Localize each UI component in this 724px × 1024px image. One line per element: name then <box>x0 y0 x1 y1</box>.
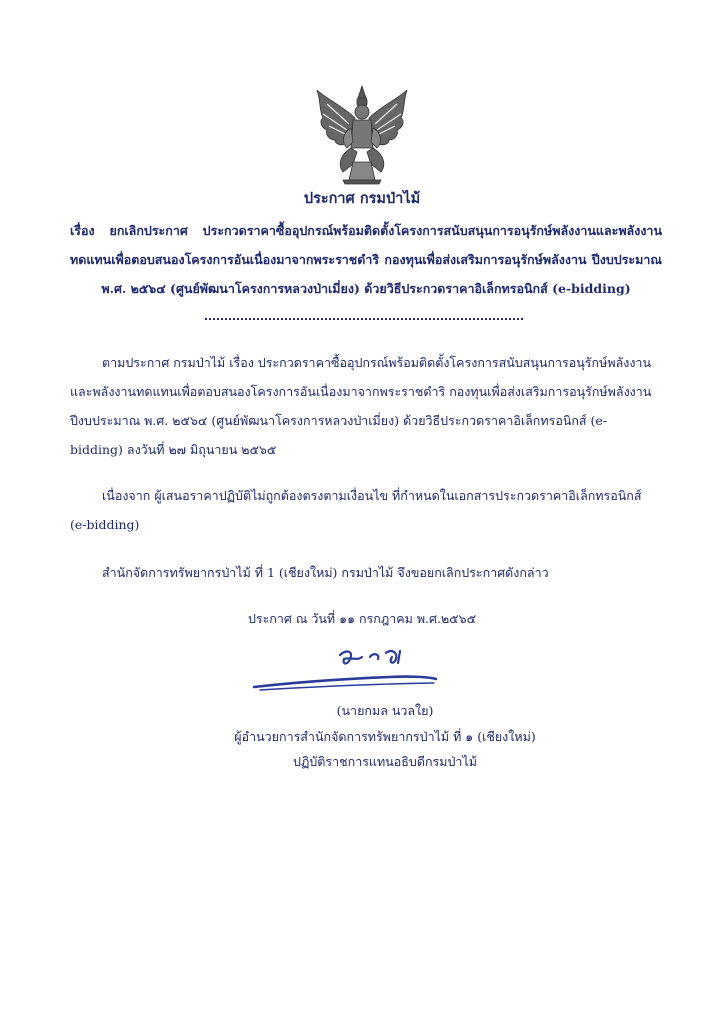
handwritten-signature <box>250 643 440 695</box>
announcement-title: ประกาศ กรมป่าไม้ <box>303 190 421 207</box>
signer-title: ผู้อำนวยการสำนักจัดการทรัพยากรป่าไม้ ที่ ๑ (เชียงใหม่) <box>234 729 536 744</box>
subject-line-3: พ.ศ. ๒๕๖๔ (ศูนย์พัฒนาโครงการหลวงป่าเมี่ยง) ด้วยวิธีประกวดราคาอิเล็กทรอนิกส์ (e-bidding) <box>101 281 631 296</box>
signer-acting-capacity: ปฏิบัติราชการแทนอธิบดีกรมป่าไม้ <box>293 754 477 769</box>
subject-line-2: ทดแทนเพื่อตอบสนองโครงการอันเนื่องมาจากพระราชดำริ กองทุนเพื่อส่งเสริมการอนุรักษ์พลังงาน ปีงบประมาณ <box>70 252 662 267</box>
signer-name: (นายกมล นวลใย) <box>336 703 434 718</box>
garuda-emblem-icon <box>313 84 411 186</box>
subject-line-1: เรื่อง ยกเลิกประกาศ ประกวดราคาซื้ออุปกรณ์พร้อมติดตั้งโครงการสนับสนุนการอนุรักษ์พลังงานและพลังงาน <box>70 223 662 238</box>
subject-block <box>70 216 662 303</box>
divider <box>205 318 523 320</box>
paragraph-cancellation: สำนักจัดการทรัพยากรป่าไม้ ที่ 1 (เชียงใหม่) กรมป่าไม้ จึงขอยกเลิกประกาศดังกล่าว <box>102 565 549 580</box>
paragraph-reason: เนื่องจาก ผู้เสนอราคาปฏิบัติไม่ถูกต้องตรงตามเงื่อนไข ที่กำหนดในเอกสารประกวดราคาอิเล็กทรอนิกส์ (e-bidding) <box>70 488 642 532</box>
paragraph-reference: ตามประกาศ กรมป่าไม้ เรื่อง ประกวดราคาซื้ออุปกรณ์พร้อมติดตั้งโครงการสนับสนุนการอนุรักษ์พลังงานและพลังงานทดแทนเพื่อตอบสนองโครงการอันเนื่องมาจากพระราชดำริ กองทุนเพื่อส่งเสริมการอนุรักษ์พลังงาน ปีงบประมาณ พ.ศ. ๒๕๖๔ (ศูนย์พัฒนาโครงการหลวงป่าเมี่ยง) ด้วยวิธีประกวดราคาอิเล็กทรอนิกส์ (e-bidding) ลงวันที่ ๒๗ มิถุนายน ๒๕๖๕ <box>70 355 652 457</box>
announcement-date: ประกาศ ณ วันที่ ๑๑ กรกฎาคม พ.ศ.๒๕๖๕ <box>247 611 477 626</box>
